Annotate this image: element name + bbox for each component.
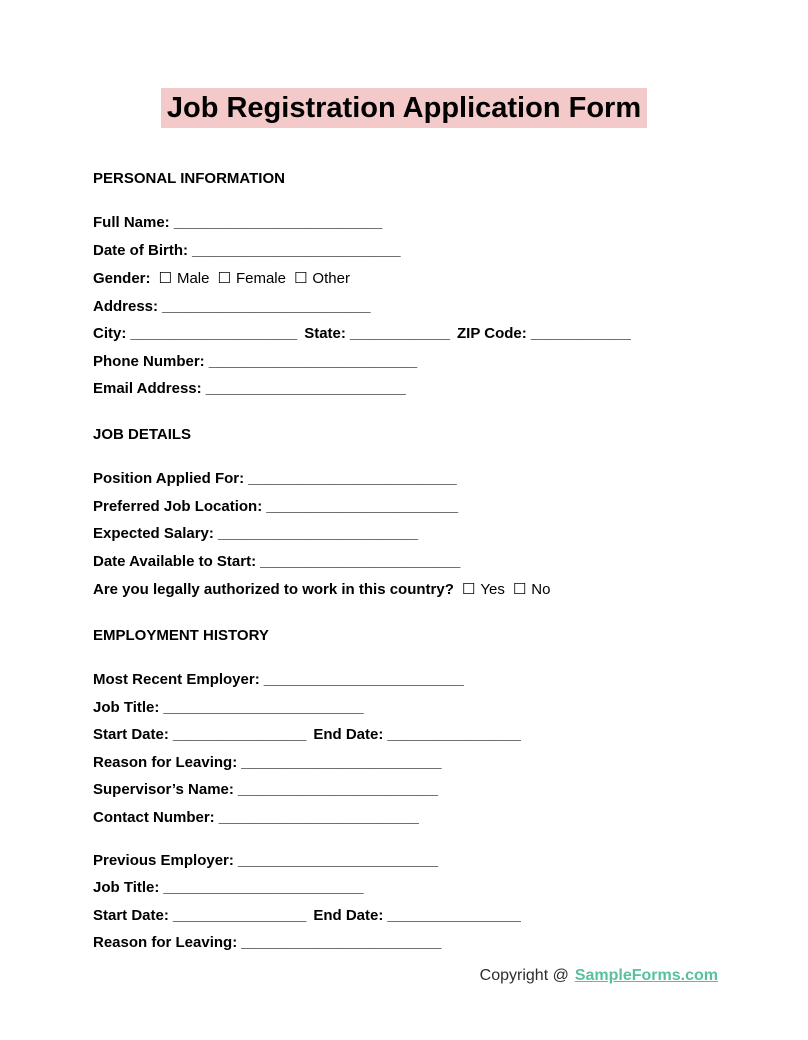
authorized-option-yes[interactable] <box>462 581 505 598</box>
recent-start-date-segment <box>93 726 306 743</box>
field-full-name <box>93 214 808 232</box>
field-position-applied-for <box>93 470 808 488</box>
address-label: Address: <box>93 297 159 315</box>
checkbox-male-icon[interactable]: ☐ <box>158 269 172 287</box>
preferred-job-location-blank[interactable]: _______________________ <box>266 497 459 515</box>
field-previous-employer <box>93 852 808 870</box>
previous-job-title-blank[interactable]: ________________________ <box>163 879 364 896</box>
field-date-of-birth <box>93 242 808 260</box>
state-segment <box>304 325 450 342</box>
page-title: Job Registration Application Form <box>161 88 647 128</box>
field-previous-job-title <box>93 879 808 897</box>
recent-job-title-label: Job Title: <box>93 698 160 716</box>
previous-reason-for-leaving-label: Reason for Leaving: <box>93 934 238 951</box>
footer <box>93 966 808 985</box>
checkbox-other-icon[interactable]: ☐ <box>293 269 308 287</box>
field-most-recent-employer <box>93 671 808 689</box>
zip-code-label: ZIP Code: <box>457 325 527 342</box>
phone-number-blank[interactable]: _________________________ <box>208 352 418 370</box>
field-contact-number <box>93 809 808 827</box>
authorized-option-yes-label: Yes <box>480 581 505 598</box>
city-label: City: <box>93 325 127 342</box>
position-applied-for-label: Position Applied For: <box>93 470 245 487</box>
state-blank[interactable]: ____________ <box>349 325 450 342</box>
field-phone-number <box>93 353 808 371</box>
preferred-job-location-label: Preferred Job Location: <box>93 497 263 515</box>
previous-reason-for-leaving-blank[interactable]: ________________________ <box>241 934 442 951</box>
gender-option-female[interactable] <box>217 270 285 287</box>
previous-start-date-segment <box>93 907 306 924</box>
expected-salary-blank[interactable]: ________________________ <box>217 525 419 542</box>
previous-employer-blank[interactable]: ________________________ <box>237 851 439 869</box>
authorized-option-no[interactable] <box>513 581 551 598</box>
recent-reason-for-leaving-blank[interactable]: ________________________ <box>241 753 442 771</box>
field-date-available <box>93 553 808 571</box>
checkbox-female-icon[interactable]: ☐ <box>217 269 231 287</box>
recent-reason-for-leaving-label: Reason for Leaving: <box>93 753 238 771</box>
recent-end-date-segment <box>313 726 521 743</box>
brand-link[interactable]: SampleForms.com <box>574 967 718 984</box>
date-available-label: Date Available to Start: <box>93 552 257 570</box>
previous-end-date-segment <box>313 907 521 924</box>
email-address-blank[interactable]: ________________________ <box>205 380 406 397</box>
field-recent-job-title <box>93 699 808 717</box>
zip-segment <box>457 325 631 342</box>
copyright-text: Copyright @ <box>479 967 569 984</box>
previous-employer-label: Previous Employer: <box>93 851 234 869</box>
most-recent-employer-label: Most Recent Employer: <box>93 671 260 688</box>
email-address-label: Email Address: <box>93 380 202 397</box>
previous-start-date-blank[interactable]: ________________ <box>172 906 307 924</box>
field-recent-dates <box>93 726 808 744</box>
field-expected-salary <box>93 525 808 543</box>
date-of-birth-blank[interactable]: _________________________ <box>192 241 401 259</box>
previous-end-date-label: End Date: <box>313 906 384 924</box>
field-email-address <box>93 380 808 398</box>
work-authorization-label: Are you legally authorized to work in this country? <box>93 581 454 598</box>
field-recent-reason-for-leaving <box>93 754 808 772</box>
city-segment <box>93 325 297 342</box>
contact-number-blank[interactable]: ________________________ <box>218 808 419 826</box>
gender-option-male-label: Male <box>176 270 210 287</box>
checkbox-no-icon[interactable]: ☐ <box>512 580 527 598</box>
gender-label: Gender: <box>93 270 151 287</box>
most-recent-employer-blank[interactable]: ________________________ <box>263 671 464 688</box>
recent-end-date-blank[interactable]: ________________ <box>387 726 521 743</box>
gender-option-female-label: Female <box>235 270 286 287</box>
gender-option-other-label: Other <box>312 270 350 287</box>
field-supervisor-name <box>93 781 808 799</box>
field-gender <box>93 269 808 288</box>
full-name-label: Full Name: <box>93 214 170 231</box>
date-of-birth-label: Date of Birth: <box>93 241 188 259</box>
zip-code-blank[interactable]: ____________ <box>530 325 631 342</box>
supervisor-name-blank[interactable]: ________________________ <box>237 781 439 798</box>
section-heading-employment-history: EMPLOYMENT HISTORY <box>93 627 269 644</box>
recent-end-date-label: End Date: <box>313 726 384 743</box>
contact-number-label: Contact Number: <box>93 808 215 826</box>
field-address <box>93 298 808 316</box>
address-blank[interactable]: _________________________ <box>162 297 371 315</box>
previous-end-date-blank[interactable]: ________________ <box>387 906 521 924</box>
supervisor-name-label: Supervisor’s Name: <box>93 781 234 798</box>
recent-start-date-blank[interactable]: ________________ <box>172 726 307 743</box>
gender-option-male[interactable] <box>159 270 210 287</box>
full-name-blank[interactable]: _________________________ <box>173 214 383 231</box>
title-wrap <box>0 0 808 128</box>
checkbox-yes-icon[interactable]: ☐ <box>461 580 476 598</box>
section-heading-job-details: JOB DETAILS <box>93 426 192 443</box>
city-blank[interactable]: ____________________ <box>130 325 298 342</box>
previous-job-title-label: Job Title: <box>93 879 160 896</box>
position-applied-for-blank[interactable]: _________________________ <box>248 470 457 487</box>
authorized-option-no-label: No <box>531 581 551 598</box>
field-preferred-job-location <box>93 498 808 516</box>
field-city-state-zip <box>93 325 808 343</box>
expected-salary-label: Expected Salary: <box>93 525 214 542</box>
field-previous-dates <box>93 907 808 925</box>
recent-start-date-label: Start Date: <box>93 726 169 743</box>
previous-start-date-label: Start Date: <box>93 906 169 924</box>
phone-number-label: Phone Number: <box>93 352 205 370</box>
recent-job-title-blank[interactable]: ________________________ <box>163 698 364 716</box>
field-previous-reason-for-leaving <box>93 934 808 952</box>
gender-option-other[interactable] <box>294 270 350 287</box>
field-work-authorization <box>93 580 808 599</box>
section-heading-personal: PERSONAL INFORMATION <box>93 170 285 187</box>
form-content <box>0 128 808 985</box>
date-available-blank[interactable]: ________________________ <box>260 552 461 570</box>
state-label: State: <box>304 325 346 342</box>
